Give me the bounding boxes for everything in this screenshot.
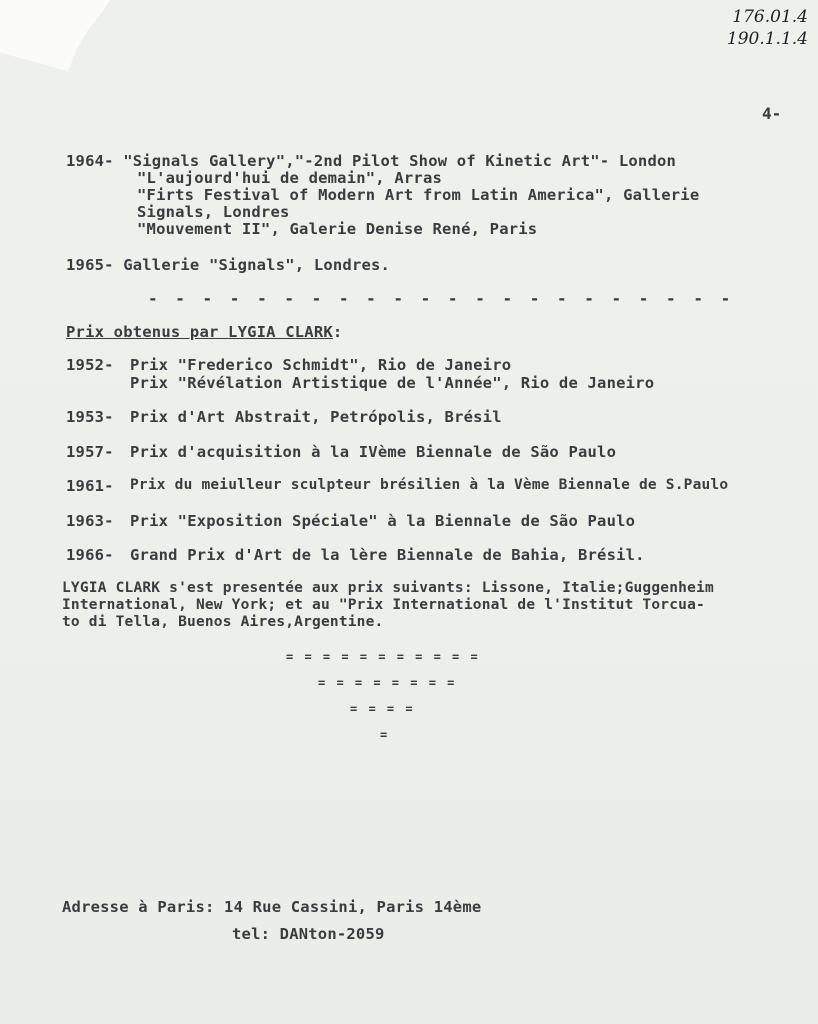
prize-year: 1966- xyxy=(66,546,114,564)
prize-year: 1963- xyxy=(66,512,114,530)
equals-separator: = = = = = = = = xyxy=(318,676,457,690)
dash-divider: - - - - - - - - - - - - - - - - - - - - - - xyxy=(148,289,735,308)
prizes-heading-prefix: Prix obtenus par xyxy=(66,323,229,341)
prize-year: 1952- xyxy=(66,356,114,374)
equals-separator: = xyxy=(380,728,390,742)
prizes-heading-suffix: : xyxy=(332,323,343,341)
archive-ref-line-2: 190.1.1.4 xyxy=(726,29,808,49)
prize-text: Prix "Révélation Artistique de l'Année", Rio de Janeiro xyxy=(130,374,655,392)
archive-reference xyxy=(727,6,808,50)
exhibition-line: "L'aujourd'hui de demain", Arras xyxy=(137,169,443,187)
prize-text: Prix "Frederico Schmidt", Rio de Janeiro xyxy=(130,356,512,374)
torn-corner xyxy=(0,0,110,75)
exhibition-line: 1965- Gallerie "Signals", Londres. xyxy=(66,256,391,274)
prizes-heading xyxy=(66,323,342,341)
prize-year: 1961- xyxy=(66,477,114,495)
prize-text: Prix d'acquisition à la IVème Biennale de São Paulo xyxy=(130,443,617,461)
page-number: 4- xyxy=(762,104,782,123)
closing-line: International, New York; et au "Prix International de l'Institut Torcua- xyxy=(62,597,705,613)
prize-text: Prix du meiulleur sculpteur brésilien à la Vème Biennale de S.Paulo xyxy=(130,477,729,493)
exhibition-line: Signals, Londres xyxy=(137,203,290,221)
closing-line: to di Tella, Buenos Aires,Argentine. xyxy=(62,614,384,630)
prizes-heading-name: LYGIA CLARK xyxy=(228,323,333,341)
prize-year: 1957- xyxy=(66,443,114,461)
exhibition-line: 1964- "Signals Gallery","-2nd Pilot Show of Kinetic Art"- London xyxy=(66,152,677,170)
equals-separator: = = = = xyxy=(350,702,415,716)
prize-text: Prix d'Art Abstrait, Petrópolis, Brésil xyxy=(130,408,502,426)
exhibition-line: "Firts Festival of Modern Art from Latin America", Gallerie xyxy=(137,186,700,204)
archive-ref-line-1: 176.01.4 xyxy=(732,7,808,27)
telephone-line: tel: DANton-2059 xyxy=(232,925,385,943)
prize-text: Prix "Exposition Spéciale" à la Biennale de São Paulo xyxy=(130,512,636,530)
prize-text: Grand Prix d'Art de la lère Biennale de Bahia, Brésil. xyxy=(130,546,645,564)
address-line: Adresse à Paris: 14 Rue Cassini, Paris 14ème xyxy=(62,898,482,916)
prize-year: 1953- xyxy=(66,408,114,426)
equals-separator: = = = = = = = = = = = xyxy=(286,650,480,664)
closing-line: LYGIA CLARK s'est presentée aux prix suivants: Lissone, Italie;Guggenheim xyxy=(62,580,714,596)
exhibition-line: "Mouvement II", Galerie Denise René, Paris xyxy=(137,220,538,238)
